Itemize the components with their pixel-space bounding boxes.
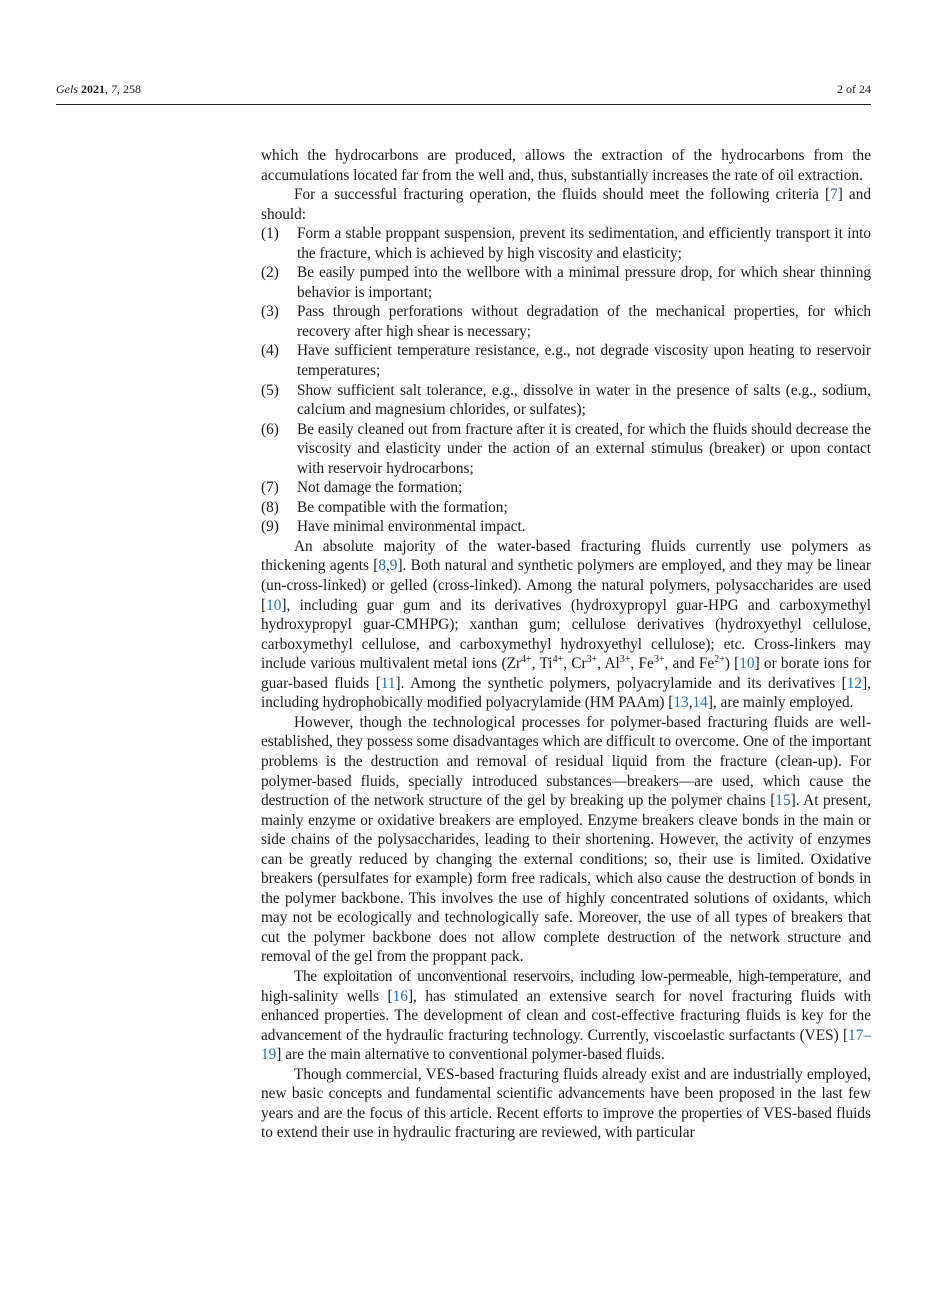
paragraph-6: Though commercial, VES-based fracturing fluids already exist and are industrially employed, new basic concepts and fundamental scientific advancements have been proposed in the last few years and are the focus of this article. Recent efforts to improve the properties of VES-based fluids to extend their use in hydraulic fracturing are reviewed, with particular — [261, 1065, 871, 1142]
superscript: 3+ — [586, 654, 598, 666]
list-item — [261, 224, 871, 263]
criteria-list — [261, 224, 871, 537]
text-run: ] or borate ions for guar-based fluids [ — [261, 655, 872, 692]
body-text — [261, 146, 871, 1143]
volume: 7 — [111, 82, 117, 96]
text-run: ) [ — [724, 655, 740, 673]
list-item — [261, 517, 871, 537]
citation-link[interactable]: 8 — [378, 557, 386, 575]
list-number: (3) — [261, 303, 279, 321]
citation-link[interactable]: 10 — [266, 596, 282, 614]
citation-link[interactable]: 12 — [846, 674, 863, 692]
superscript: 4+ — [552, 654, 564, 666]
list-item — [261, 302, 871, 341]
list-number: (5) — [261, 381, 279, 399]
list-text: Show sufficient salt tolerance, e.g., dissolve in water in the presence of salts (e.g., sodium, calcium and magnesium chlorides, or sulfates); — [297, 381, 871, 419]
superscript: 2+ — [714, 654, 725, 666]
citation-link[interactable]: 17–19 — [261, 1026, 871, 1064]
text-run: , Ti — [531, 655, 553, 673]
text-run: , — [385, 557, 390, 575]
text-run: , and Fe — [664, 655, 715, 673]
text-run: , — [688, 694, 693, 712]
header-rule — [56, 104, 871, 105]
paragraph-2-end: ] and should: — [261, 186, 871, 223]
citation-link[interactable]: 9 — [389, 557, 398, 575]
superscript: 4+ — [521, 654, 532, 666]
list-item — [261, 420, 871, 479]
list-item — [261, 263, 871, 302]
paragraph-4 — [261, 713, 871, 967]
list-item — [261, 498, 871, 518]
text-run: , Cr — [563, 655, 587, 673]
text-run: ], are mainly employed. — [707, 694, 854, 712]
list-item — [261, 381, 871, 420]
list-text: Form a stable proppant suspension, prevent its sedimentation, and efficiently transport it into the fracture, which is achieved by high viscosity and elasticity; — [297, 225, 871, 262]
citation-link[interactable]: 11 — [380, 674, 396, 692]
text-run: and high-salinity wells [ — [261, 967, 871, 1005]
paragraph-2 — [261, 185, 871, 224]
text-run: , Fe — [630, 655, 654, 673]
citation-link[interactable]: 16 — [392, 987, 408, 1005]
list-number: (9) — [261, 518, 279, 536]
journal-name: Gels — [56, 82, 78, 96]
text-run: ], including guar gum and its derivatives (hydroxypropyl guar-HPG and carboxymethyl hydroxypropyl guar-CMHPG); xanthan gum; cellulose derivatives (hydroxyethyl cellulose, carboxymethyl cellulose, and carboxymethyl hydroxyethyl cellulose); etc. Cross-linkers may include various multivalent metal ions (Zr — [261, 596, 871, 673]
text-run: An absolute majority of the water-based fracturing fluids currently use polymers as thickening agents [ — [261, 537, 871, 575]
list-number: (4) — [261, 342, 279, 360]
citation-link[interactable]: 10 — [739, 655, 755, 673]
text-run: ] are the main alternative to conventional polymer-based fluids. — [276, 1046, 665, 1064]
list-number: (1) — [261, 225, 279, 243]
page-number: 2 of 24 — [837, 82, 871, 96]
text-run: , Al — [597, 655, 620, 673]
running-header — [56, 80, 871, 104]
list-text: Not damage the formation; — [297, 479, 463, 497]
list-text: Have minimal environmental impact. — [297, 518, 526, 536]
paragraph-5 — [261, 967, 871, 1065]
list-number: (7) — [261, 479, 279, 497]
citation-link[interactable]: 13 — [673, 694, 689, 712]
list-number: (6) — [261, 420, 279, 438]
list-text: Be easily cleaned out from fracture after it is created, for which the fluids should decrease the viscosity and elasticity under the action of an external stimulus (breaker) or upon contact with reservoir hydrocarbons; — [297, 420, 871, 477]
list-number: (8) — [261, 498, 279, 516]
paragraph-2-text: For a successful fracturing operation, the fluids should meet the following criteria [ — [294, 186, 831, 204]
paragraph-3 — [261, 537, 871, 713]
text-run: ]. At present, mainly enzyme or oxidative breakers are employed. Enzyme breakers cleave bonds in the main or side chains of the polysaccharides, leading to their shortening. However, the activity of enzymes can be greatly reduced by changing the external conditions; so, their use is limited. Oxidative breakers (persulfates for example) form free radicals, which also cause the destruction of bonds in the polymer backbone. This involves the use of highly concentrated solutions of oxidants, which may not be ecologically and technologically safe. Moreover, the use of all types of breakers that cut the polymer backbone does not allow complete destruction of the network structure and removal of the gel from the proppant pack. — [261, 792, 871, 966]
list-text: Have sufficient temperature resistance, e.g., not degrade viscosity upon heating to reservoir temperatures; — [297, 342, 871, 380]
paragraph-1: which the hydrocarbons are produced, allows the extraction of the hydrocarbons from the accumulations located far from the well and, thus, substantially increases the rate of oil extraction. — [261, 147, 871, 184]
list-number: (2) — [261, 264, 279, 282]
list-item — [261, 478, 871, 498]
citation-link[interactable]: 14 — [692, 694, 708, 712]
text-run: ], including hydrophobically modified polyacrylamide (HM PAAm) [ — [261, 674, 871, 712]
list-item — [261, 341, 871, 380]
superscript: 3+ — [653, 654, 665, 666]
list-text: Be easily pumped into the wellbore with a minimal pressure drop, for which shear thinning behavior is important; — [297, 264, 871, 301]
text-run: The exploitation of unconventional reservoirs, including low-permeable, high-temperature, — [294, 967, 842, 985]
text-run: However, though the technological processes for polymer-based fracturing fluids are well-established, they possess some disadvantages which are difficult to overcome. One of the important problems is the destruction and removal of residual liquid from the fracture (clean-up). For polymer-based fluids, specially introduced substances—breakers—are used, which cause the destruction of the network structure of the gel by breaking up the polymer chains [ — [261, 713, 871, 810]
citation-link[interactable]: 7 — [830, 186, 838, 204]
superscript: 3+ — [619, 654, 631, 666]
text-run: ], has stimulated an extensive search for novel fracturing fluids with enhanced properties. The development of clean and cost-effective fracturing fluids is key for the advancement of the hydraulic fracturing technology. Currently, viscoelastic surfactants (VES) [ — [261, 987, 871, 1044]
text-run: ]. Both natural and synthetic polymers are employed, and they may be linear (un-cross-linked) or gelled (cross-linked). Among the natural polymers, polysaccharides are used [ — [261, 557, 871, 614]
article-number: , 258 — [117, 82, 141, 96]
list-text: Be compatible with the formation; — [297, 498, 508, 516]
citation-link[interactable]: 15 — [775, 792, 791, 810]
year: 2021 — [81, 82, 105, 96]
list-text: Pass through perforations without degradation of the mechanical properties, for which recovery after high shear is necessary; — [297, 303, 871, 340]
citation: Gels 2021, 7, 258 — [56, 82, 141, 96]
text-run: ]. Among the synthetic polymers, polyacrylamide and its derivatives [ — [395, 674, 847, 692]
